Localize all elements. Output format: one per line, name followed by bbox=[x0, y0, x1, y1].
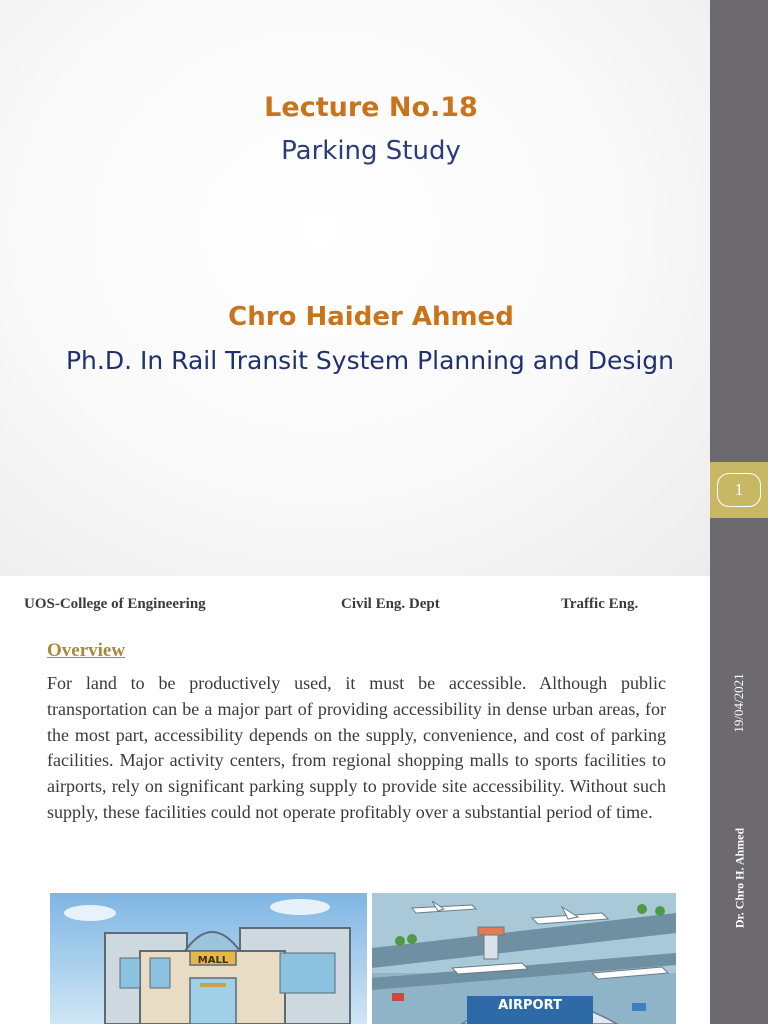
overview-paragraph: For land to be productively used, it must be accessible. Although public transportation can be a major part of providing accessibility in dense urban areas, for the most part, accessibility depends on the supply, convenience, and cost of parking facilities. Major activity centers, from regional shopping malls to sports facilities to airports, rely on significant parking supply to provide site accessibility. Without such supply, these facilities could not operate profitably over a substantial period of time. bbox=[47, 673, 666, 822]
airport-sign-text: AIRPORT bbox=[498, 998, 562, 1013]
overview-heading: Overview bbox=[47, 640, 126, 661]
mall-illustration bbox=[50, 893, 367, 1024]
lecture-subtitle: Parking Study bbox=[281, 136, 461, 166]
slide-date: 19/04/2021 bbox=[731, 673, 746, 733]
lecture-title: Lecture No.18 bbox=[264, 92, 478, 123]
header-course: Traffic Eng. bbox=[561, 596, 639, 612]
author-name: Chro Haider Ahmed bbox=[228, 302, 514, 332]
airport-illustration bbox=[372, 893, 676, 1024]
author-degree: Ph.D. In Rail Transit System Planning and Design bbox=[65, 346, 675, 375]
header-department: Civil Eng. Dept bbox=[341, 596, 440, 612]
page-number: 1 bbox=[717, 473, 761, 507]
footer-author: Dr. Chro H. Ahmed bbox=[732, 827, 747, 929]
mall-sign-text: MALL bbox=[197, 955, 229, 966]
header-college: UOS-College of Engineering bbox=[24, 596, 206, 612]
